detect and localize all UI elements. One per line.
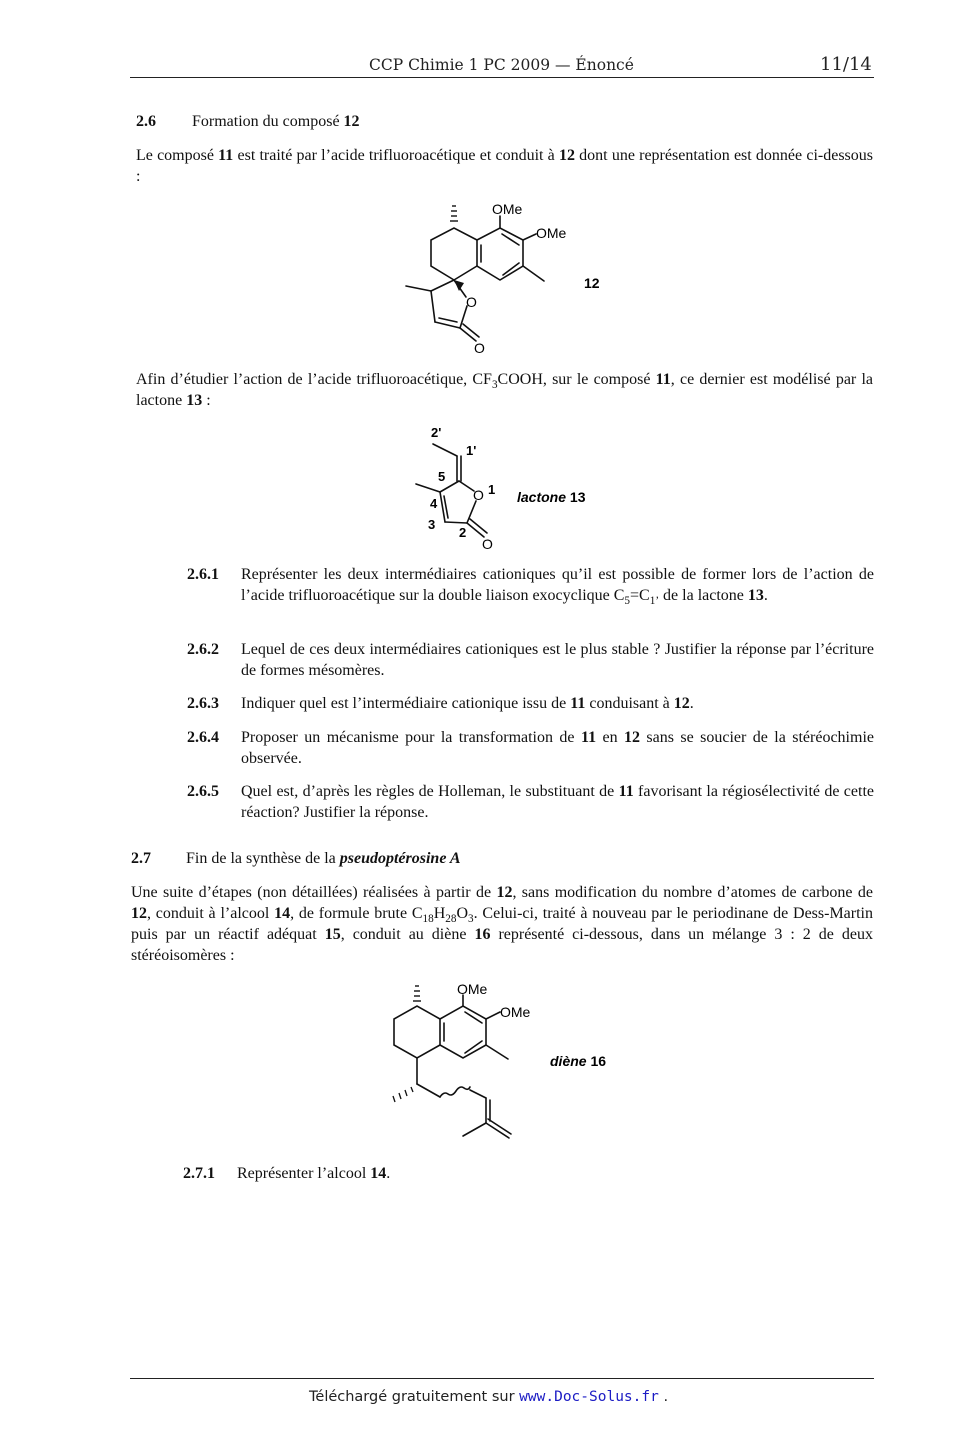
atom-label-2: 2 (459, 525, 467, 540)
section-2-7-heading (131, 848, 461, 869)
carbonyl-oxygen-label: O (482, 536, 493, 552)
paragraph-model-lactone-13: Afin d’étudier l’action de l’acide trifluoroacétique, $CF_3COOH$, sur le composé 11, ce dernier est modélisé par la lactone 13 : (136, 371, 873, 409)
header-rule (130, 77, 874, 78)
question-2-6-5: 2.6.5 Quel est, d’après les règles de Holleman, le substituant de 11 favorisant la régiosélectivité de cette réaction? Justifier la réponse. (187, 783, 874, 821)
footer-text: Téléchargé gratuitement sur (309, 1389, 520, 1405)
footer: Téléchargé gratuitement sur www.Doc-Solus.fr . (309, 1389, 669, 1405)
section-2-6-heading (136, 111, 360, 132)
running-header-title: CCP Chimie 1 PC 2009 — Énoncé (369, 56, 634, 74)
footer-rule (130, 1378, 874, 1379)
carbonyl-oxygen-label: O (474, 340, 485, 356)
structure-lactone-13 (405, 420, 615, 556)
section-number: 2.7 (131, 850, 151, 867)
atom-label-3: 3 (428, 517, 436, 532)
page-number: 11/14 (820, 54, 872, 75)
question-2-6-3: 2.6.3 Indiquer quel est l’intermédiaire cationique issu de 11 conduisant à 12. (187, 695, 694, 712)
structure-compound-12 (395, 196, 635, 358)
footer-link[interactable]: www.Doc-Solus.fr (519, 1389, 659, 1405)
lactone-13-label: lactone 13 (517, 489, 586, 505)
atom-label-1: 1 (488, 482, 496, 497)
compound-12-label: 12 (584, 275, 600, 291)
atom-label-2prime: 2' (431, 425, 442, 440)
ring-oxygen-label: O (473, 487, 484, 503)
atom-label-5: 5 (438, 469, 446, 484)
paragraph-intro-12: Le composé 11 est traité par l’acide trifluoroacétique et conduit à 12 dont une représentation est donnée ci-dessous : (136, 147, 873, 185)
diene-16-label: diène 16 (550, 1053, 607, 1069)
section-number: 2.6 (136, 113, 156, 130)
ome-label-right: OMe (536, 225, 567, 241)
section-title: Formation du composé (192, 113, 344, 130)
question-2-6-2: 2.6.2 Lequel de ces deux intermédiaires cationiques est le plus stable ? Justifier la réponse par l’écriture de formes mésomères. (187, 641, 874, 679)
section-title-compound: 12 (343, 113, 360, 130)
section-title: Fin de la synthèse de la (186, 850, 340, 867)
ome-label-top: OMe (492, 201, 523, 217)
paragraph-alcohol-14: Une suite d’étapes (non détaillées) réalisées à partir de 12, sans modification du nombre d’atomes de carbone de 12, conduit à l’alcool 14, de formule brute $C_{18}H_{28}O_3$. Celui-ci, traité à nouveau par le periodinane de Dess-Martin puis par un réactif adéquat 15, conduit au diène 16 représenté ci-dessous, dans un mélange 3 : 2 de deux stéréoisomères : (131, 884, 874, 964)
question-2-7-1: 2.7.1 Représenter l’alcool 14. (183, 1165, 391, 1182)
atom-label-4: 4 (430, 496, 438, 511)
atom-label-1prime: 1' (466, 443, 477, 458)
ome-label-right: OMe (500, 1004, 531, 1020)
ring-oxygen-label: O (466, 294, 477, 310)
question-2-6-1: 2.6.1 Représenter les deux intermédiaires cationiques qu’il est possible de former lors de l’action de l’acide trifluoroacétique sur la double liaison exocyclique $C_5=C_{1’}$ de la lactone 13. (187, 566, 874, 608)
structure-diene-16 (380, 975, 630, 1147)
section-title-emphasis: pseudoptérosine A (339, 850, 461, 867)
ome-label-top: OMe (457, 981, 488, 997)
question-2-6-4: 2.6.4 Proposer un mécanisme pour la transformation de 11 en 12 sans se soucier de la stéréochimie observée. (187, 729, 874, 767)
